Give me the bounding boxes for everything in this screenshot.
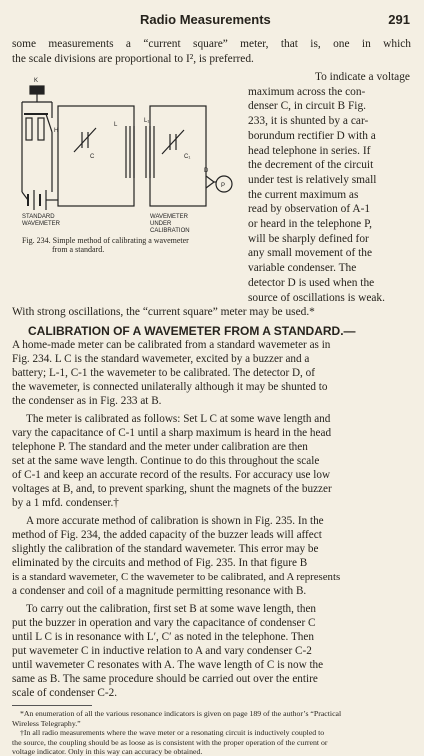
para2-line: vary the capacitance of C-1 until a sharp maximum is heard in the head [12, 427, 332, 439]
right-col-line: borundum rectifier D with a [248, 129, 376, 142]
buzzer-label: H [54, 128, 59, 134]
right-col-line: under test is relatively small [248, 173, 377, 186]
right-col-line: variable condenser. The [248, 262, 357, 275]
under-cal-label-2: UNDER [150, 221, 172, 227]
key-symbol [30, 86, 44, 94]
footnote-line: †In all radio measurements where the wave meter or a resonating circuit is inductively coupled to [20, 728, 325, 737]
para1-line: Fig. 234. L C is the standard wavemeter, excited by a buzzer and a [12, 353, 310, 365]
page-header [0, 8, 424, 30]
para4-line: To carry out the calibration, first set B at some wave length, then [26, 603, 317, 615]
running-title: Radio Measurements [140, 12, 271, 27]
para1-line: A home-made meter can be calibrated from a standard wavemeter as in [12, 339, 331, 351]
intro-line-1: some measurements a “current square” meter, that is, one in which [12, 38, 411, 50]
right-col-line: To indicate a voltage [314, 71, 410, 83]
right-col-line: any small movement of the [248, 247, 373, 260]
section-heading: CALIBRATION OF A WAVEMETER FROM A STANDARD.— [28, 324, 356, 338]
right-col-line: detector D is used when the [248, 276, 375, 289]
para3-line: a condenser and coil of a magnitude permitting resonance with B. [12, 585, 307, 597]
right-col-line: denser C, in circuit B Fig. [248, 100, 367, 113]
right-column-text [248, 70, 410, 305]
para3-line: method of Fig. 234, the added capacity of the buzzer leads will affect [12, 529, 322, 541]
figure-caption [22, 236, 242, 254]
para1-line: the condenser as in Fig. 233 at B. [12, 395, 162, 407]
coil-l [126, 126, 134, 178]
para2-line: The meter is calibrated as follows: Set L C at some wave length and [26, 413, 331, 425]
footnote-line: Wireless Telegraphy.” [12, 718, 81, 728]
para3-line: slightly the calibration of the standard wavemeter. This error may be [12, 543, 319, 555]
right-col-line: will be sharply defined for [248, 232, 369, 245]
para3-line: is a standard wavemeter, C the wavemeter to be calibrated, and A represents [12, 571, 341, 583]
para4-line: same as B. The same procedure should be carried out over the entire [12, 673, 318, 685]
under-cal-label-1: WAVEMETER [150, 214, 189, 220]
right-col-line: head telephone in series. If [248, 144, 371, 157]
para4-line: scale of condenser C-2. [12, 687, 117, 699]
para2-line: set at the same wave length. Continue to do this throughout the scale [12, 455, 320, 467]
key-label: K [34, 78, 39, 84]
detector-label: D [204, 168, 209, 174]
para1-line: battery; L-1, C-1 the wavemeter to be calibrated. The detector D, of [12, 367, 315, 379]
figure-234-circuit-diagram [18, 72, 242, 248]
right-col-line: 233, it is shunted by a car- [248, 115, 369, 128]
right-col-line: read by observation of A-1 [248, 203, 371, 216]
footnote-line: *An enumeration of all the various resonance indicators is given on page 189 of the author’s “Practical [20, 709, 342, 718]
right-col-line: the current maximum as [248, 188, 359, 201]
para2-line: voltages at B, and, to prevent sparking, shunt the magnets of the buzzer [12, 483, 332, 495]
footnote-line: voltage indicator. Only in this way can accuracy be obtained. [12, 747, 203, 756]
standard-label-2: WAVEMETER [22, 221, 61, 227]
para3-line: A more accurate method of calibration is shown in Fig. 235. In the [26, 515, 324, 527]
detector-symbol [206, 176, 214, 188]
coil-l-label: L [114, 122, 118, 128]
caption-line-2: from a standard. [52, 245, 105, 254]
para1-line: the wavemeter, is connected unilaterally although it may be shunted to [12, 381, 328, 393]
para2-line: telephone P. The standard and the meter under calibration are then [12, 441, 308, 453]
capacitor-c1-label: C₁ [184, 154, 191, 160]
right-col-line: the decrement of the circuit [248, 159, 374, 172]
standard-label-1: STANDARD [22, 214, 55, 220]
right-col-line: maximum across the con- [248, 85, 366, 98]
under-cal-label-3: CALIBRATION [150, 228, 190, 234]
coil-l1-label: L₁ [144, 118, 150, 124]
caption-line-1: Fig. 234. Simple method of calibrating a wavemeter [22, 236, 189, 245]
para4-line: until wavemeter C resonates with A. The wave length of C is now the [12, 659, 324, 671]
para2-line: by a 1 mfd. condenser.† [12, 497, 119, 509]
para3-line: eliminated by the circuits and method of Fig. 235. In that figure B [12, 557, 308, 569]
buzzer-coil-right [38, 118, 44, 140]
buzzer-coil-left [26, 118, 32, 140]
para4-line: put wavemeter C in inductive relation to A and vary condenser C-2 [12, 645, 312, 657]
intro-line-2: the scale divisions are proportional to I², is preferred. [12, 53, 254, 65]
right-col-line: source of oscillations is weak. [248, 291, 385, 304]
after-figure-line: With strong oscillations, the “current square” meter may be used.* [12, 306, 315, 318]
footnote-line: the source, the coupling should be as loose as is consistent with the proper operation of the current or [12, 737, 328, 747]
standard-wavemeter-loop [58, 106, 134, 206]
footnote-rule [12, 705, 92, 706]
para2-line: of C-1 and keep an accurate record of the results. For accuracy use low [12, 469, 331, 481]
page-number: 291 [388, 12, 410, 27]
wavemeter-under-calibration-loop [150, 106, 206, 206]
para4-line: until L C is in resonance with L′, C′ as noted in the telephone. Then [12, 631, 314, 643]
phones-label: P [221, 183, 226, 189]
para4-line: put the buzzer in operation and vary the capacitance of condenser C [12, 617, 316, 629]
right-col-line: or heard in the telephone P, [248, 218, 372, 231]
capacitor-c-label: C [90, 154, 95, 160]
